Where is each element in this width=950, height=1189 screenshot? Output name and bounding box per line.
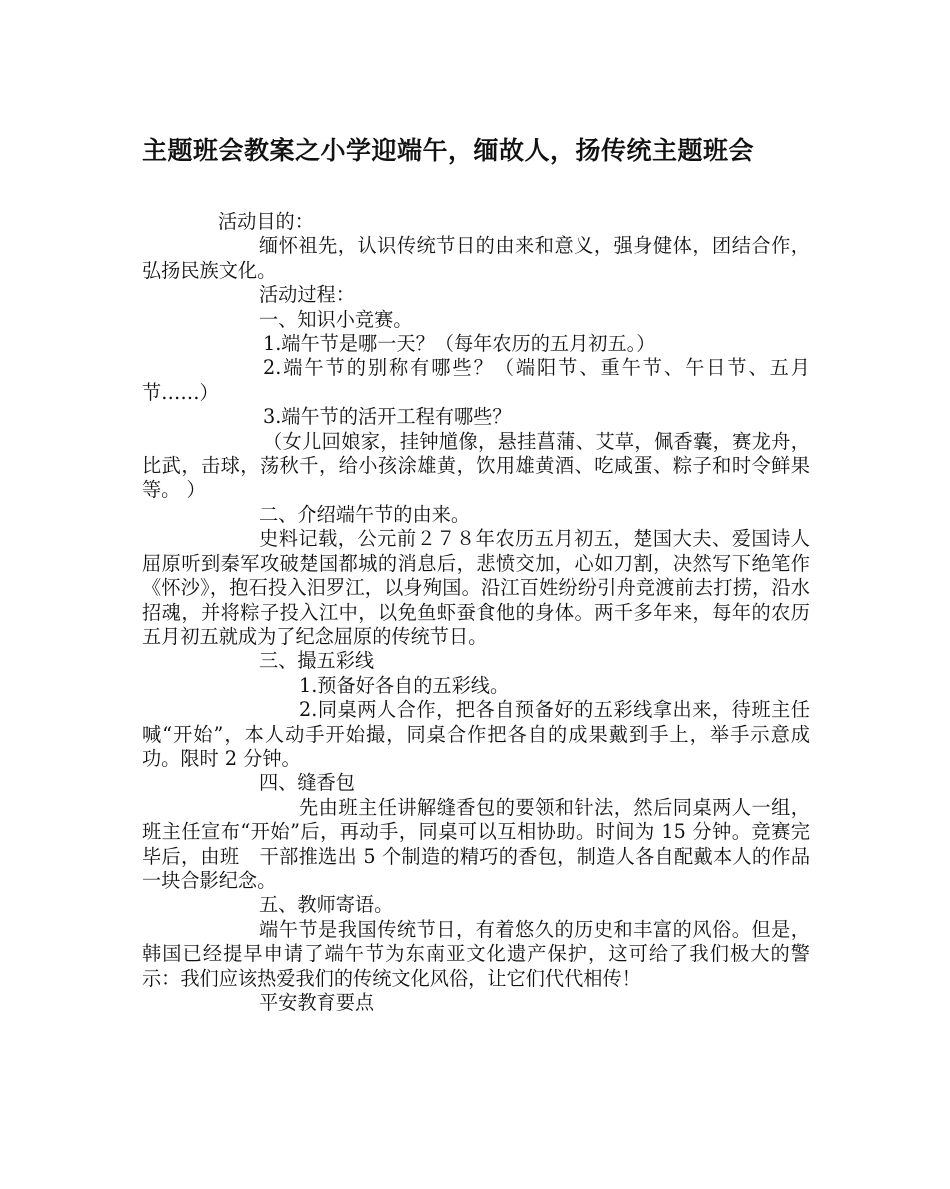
paragraph-sachet-part-1: 先由班主任讲解缝香包的要领和针法，然后同桌两人一组，班主任宣布“开始”后，再动手，同桌可以互相协助。时间为 15 分钟。竞赛完毕后，由班 xyxy=(142,795,810,868)
section-heading-origin: 二、介绍端午节的由来。 xyxy=(259,502,471,526)
paragraph-sachet xyxy=(142,796,810,894)
paragraph-activity-process-heading: 活动过程： xyxy=(259,283,355,307)
paragraph-activity-goal-heading: 活动目的： xyxy=(218,210,314,233)
paragraph-origin: 史料记载，公元前２７８年农历五月初五，楚国大夫、爱国诗人屈原听到秦军攻破楚国都城的消息后，悲愤交加，心如刀割，决然写下绝笔作《怀沙》，抱石投入汨罗江，以身殉国。沿江百姓纷纷引舟竞渡前去打捞，沿水招魂，并将粽子投入江中，以免鱼虾蚕食他的身体。两千多年来，每年的农历五月初五就成为了纪念屈原的传统节日。 xyxy=(142,527,810,648)
section-heading-sachet: 四、缝香包 xyxy=(259,771,355,795)
paragraph-sachet-part-2: 干部推选出 5 个制造的精巧的香包，制造人各自配戴本人的作品一块合影纪念。 xyxy=(142,844,811,892)
section-heading-quiz: 一、知识小竞赛。 xyxy=(259,307,413,331)
paragraph-activity-goal: 缅怀祖先，认识传统节日的由来和意义，强身健体，团结合作，弘扬民族文化。 xyxy=(142,234,810,282)
page-title: 主题班会教案之小学迎端午，缅故人，扬传统主题班会 xyxy=(142,136,755,165)
quiz-question-3: 3.端午节的活开工程有哪些？ xyxy=(263,405,512,429)
document-body xyxy=(142,210,810,1015)
thread-step-1: 1.预备好各自的五彩线。 xyxy=(299,673,510,697)
section-heading-thread: 三、撮五彩线 xyxy=(259,649,375,673)
quiz-answer-3: （女儿回娘家，挂钟馗像，悬挂菖蒲、艾草，佩香囊，赛龙舟，比武，击球，荡秋千，给小孩涂雄黄，饮用雄黄酒、吃咸蛋、粽子和时令鲜果等。 ） xyxy=(142,429,810,502)
section-heading-teacher-message: 五、教师寄语。 xyxy=(259,893,394,917)
thread-step-2: 2.同桌两人合作，把各自预备好的五彩线拿出来，待班主任喊“开始”，本人动手开始撮，同桌合作把各自的成果戴到手上，举手示意成功。限时 2 分钟。 xyxy=(142,698,810,770)
quiz-question-2: 2.端午节的别称有哪些？（端阳节、重午节、午日节、五月节……） xyxy=(142,356,810,404)
quiz-question-1: 1.端午节是哪一天？（每年农历的五月初五。） xyxy=(263,332,656,356)
paragraph-teacher-message: 端午节是我国传统节日，有着悠久的历史和丰富的风俗。但是，韩国已经提早申请了端午节为东南亚文化遗产保护，这可给了我们极大的警示：我们应该热爱我们的传统文化风俗，让它们代代相传！ xyxy=(142,917,810,990)
paragraph-safety-education: 平安教育要点 xyxy=(259,991,375,1014)
